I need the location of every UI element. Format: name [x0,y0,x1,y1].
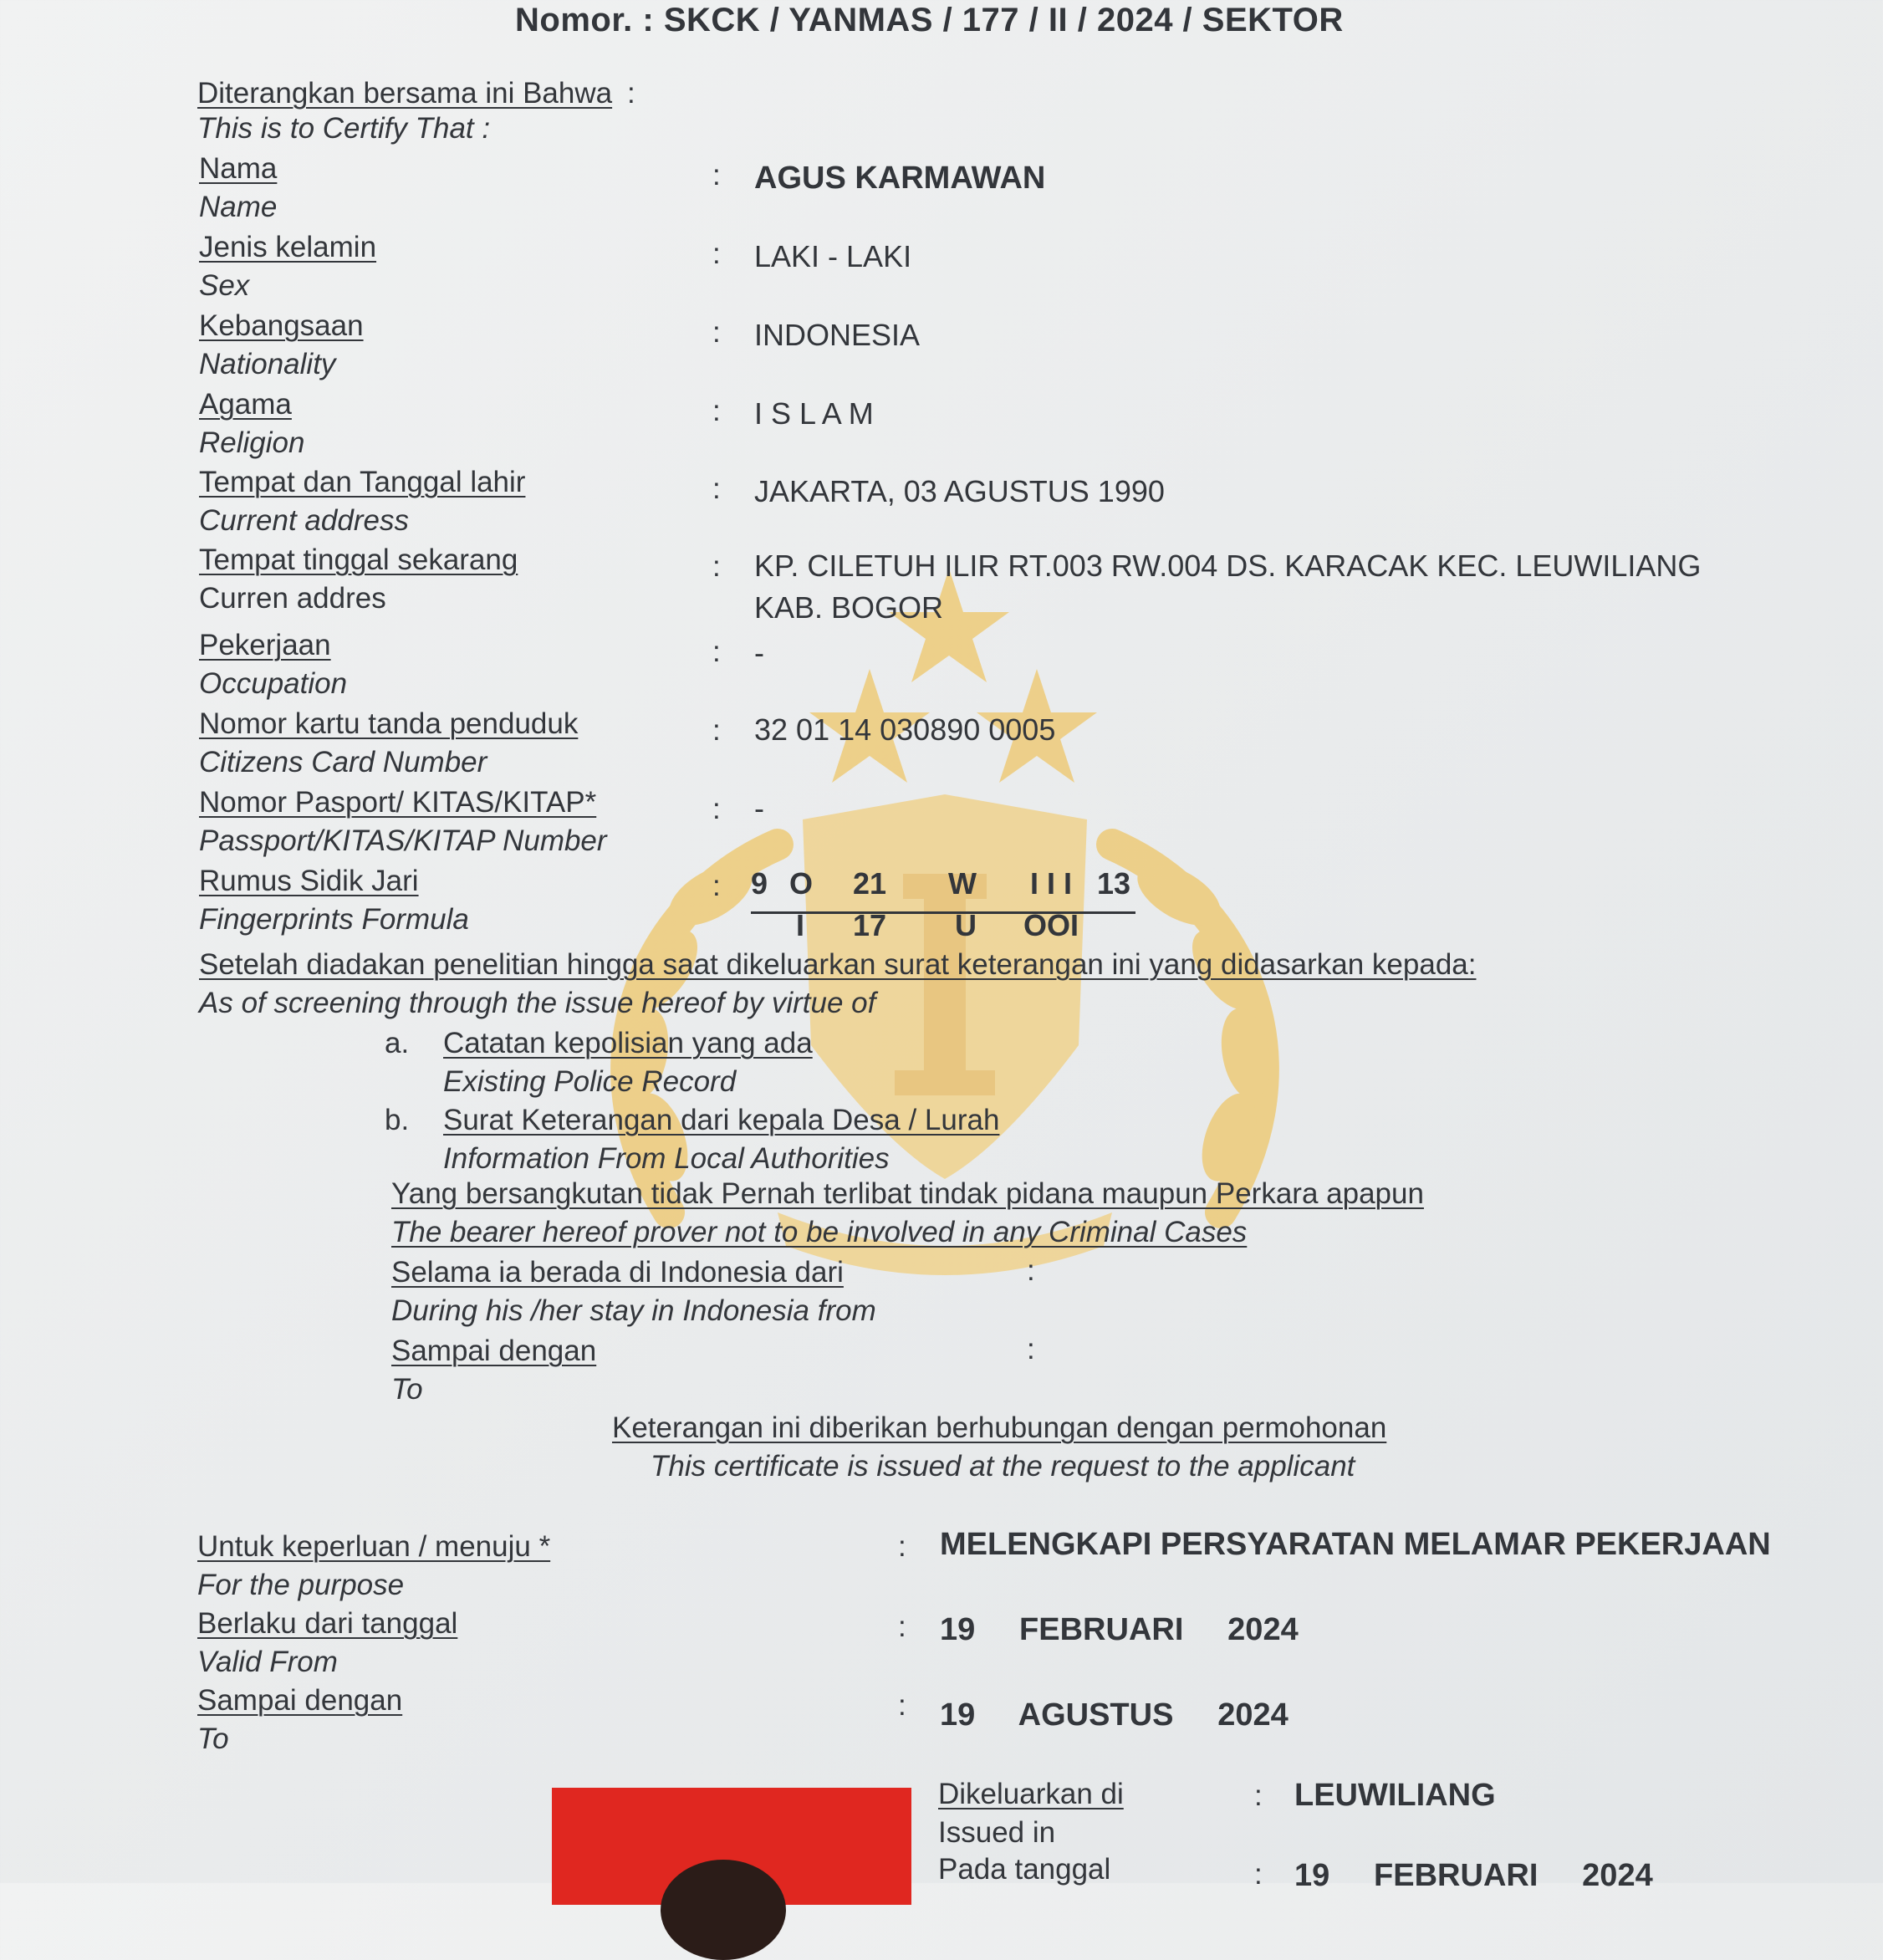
valid-to-label-id: Sampai dengan [197,1684,403,1717]
issue-date-label-id: Pada tanggal [938,1853,1111,1886]
field-label-en: Current address [199,504,409,537]
field-label-id: Kebangsaan [199,309,364,342]
field-label-en: Fingerprints Formula [199,903,469,936]
intro-label-en: This is to Certify That : [197,112,491,145]
field-label-id: Pekerjaan [199,629,331,661]
item-b-marker: b. [385,1104,410,1136]
field-value-line2: KAB. BOGOR [754,590,944,625]
purpose-label-en: For the purpose [197,1569,405,1601]
fp-bottom-2: 17 [853,908,887,942]
field-value: LAKI - LAKI [754,239,912,273]
photo-person-silhouette [661,1860,786,1960]
field-value: AGUS KARMAWAN [754,161,1046,196]
purpose-label-id: Untuk keperluan / menuju * [197,1530,551,1563]
stay-to-en: To [391,1373,423,1406]
valid-to-value: 19 AGUSTUS 2024 [940,1697,1289,1733]
stay-from-en: During his /her stay in Indonesia from [391,1294,876,1327]
issued-in-value: LEUWILIANG [1294,1778,1496,1813]
field-label-id: Nama [199,152,278,185]
field-value: INDONESIA [754,318,921,352]
item-b-id: Surat Keterangan dari kepala Desa / Lurah [443,1104,1000,1136]
fp-top-2: O [789,866,814,901]
fp-bottom-1: I [796,908,805,942]
applicant-photo [552,1788,911,1905]
issued-in-label-id: Dikeluarkan di [938,1778,1124,1810]
field-colon: : [712,635,721,668]
field-colon: : [712,714,721,747]
issued-in-colon: : [1254,1779,1263,1812]
field-label-en: Name [199,191,278,223]
purpose-value: MELENGKAPI PERSYARATAN MELAMAR PEKERJAAN [940,1527,1771,1562]
field-colon: : [712,395,721,427]
field-label-en: Citizens Card Number [199,746,487,778]
field-colon: : [712,472,721,505]
field-label-en: Occupation [199,667,348,700]
valid-from-label-en: Valid From [197,1646,338,1678]
purpose-colon: : [898,1530,906,1563]
item-a-en: Existing Police Record [443,1065,737,1098]
field-value: JAKARTA, 03 AGUSTUS 1990 [754,474,1165,508]
item-a-marker: a. [385,1027,410,1059]
bearer-statement-en: The bearer hereof prover not to be involved in any Criminal Cases [391,1216,1248,1248]
stay-from-id: Selama ia berada di Indonesia dari [391,1256,844,1289]
stay-from-colon: : [1027,1254,1035,1287]
field-label-id: Agama [199,388,292,421]
field-label-id: Nomor kartu tanda penduduk [199,707,579,740]
valid-to-colon: : [898,1689,906,1722]
field-label-en: Religion [199,426,305,459]
field-value: - [754,791,764,825]
issued-in-label-en: Issued in [938,1816,1056,1849]
field-colon: : [712,237,721,270]
field-value: KP. CILETUH ILIR RT.003 RW.004 DS. KARACAK KEC. LEUWILIANG [754,549,1702,583]
field-colon: : [712,793,721,825]
valid-from-label-id: Berlaku dari tanggal [197,1607,458,1640]
field-label-id: Tempat tinggal sekarang [199,544,518,576]
field-value: 32 01 14 030890 0005 [754,712,1056,747]
issue-date-colon: : [1254,1858,1263,1891]
field-label-id: Rumus Sidik Jari [199,865,419,897]
field-label-en: Sex [199,269,250,302]
field-colon: : [712,316,721,349]
screening-line-en: As of screening through the issue hereof by virtue of [199,987,876,1019]
fp-top-6: 13 [1097,866,1131,901]
stay-to-colon: : [1027,1333,1035,1365]
field-label-id: Nomor Pasport/ KITAS/KITAP* [199,786,597,819]
fp-bottom-3: U [955,908,977,942]
intro-label-id: Diterangkan bersama ini Bahwa [197,77,613,110]
item-b-en: Information From Local Authorities [443,1142,890,1175]
fp-top-1: 9 [751,866,768,901]
field-colon: : [712,550,721,583]
field-label-id: Jenis kelamin [199,231,377,263]
field-colon: : [712,159,721,191]
field-label-en: Curren addres [199,582,386,615]
fp-top-3: 21 [853,866,887,901]
field-label-en: Passport/KITAS/KITAP Number [199,824,607,857]
issued-note-id: Keterangan ini diberikan berhubungan dengan permohonan [612,1411,1387,1444]
issued-note-en: This certificate is issued at the request to the applicant [651,1450,1355,1483]
field-label-id: Tempat dan Tanggal lahir [199,466,526,498]
field-colon: : [712,870,721,902]
certificate-number: Nomor. : SKCK / YANMAS / 177 / II / 2024 / SEKTOR [515,2,1344,38]
fp-bottom-4: OOI [1023,908,1079,942]
fp-top-5: I I I [1030,866,1073,901]
stay-to-id: Sampai dengan [391,1335,597,1367]
field-value: I S L A M [754,396,874,431]
intro-colon: : [627,77,635,110]
bearer-statement-id: Yang bersangkutan tidak Pernah terlibat tindak pidana maupun Perkara apapun [391,1177,1424,1210]
fp-top-4: W [948,866,977,901]
valid-to-label-en: To [197,1723,229,1755]
issue-date-value: 19 FEBRUARI 2024 [1294,1858,1653,1893]
field-label-en: Nationality [199,348,336,380]
valid-from-value: 19 FEBRUARI 2024 [940,1612,1299,1647]
star-icon [889,569,1009,682]
item-a-id: Catatan kepolisian yang ada [443,1027,813,1059]
valid-from-colon: : [898,1610,906,1643]
screening-line-id: Setelah diadakan penelitian hingga saat dikeluarkan surat keterangan ini yang didasarkan kepada: [199,948,1477,981]
field-value: - [754,635,764,670]
